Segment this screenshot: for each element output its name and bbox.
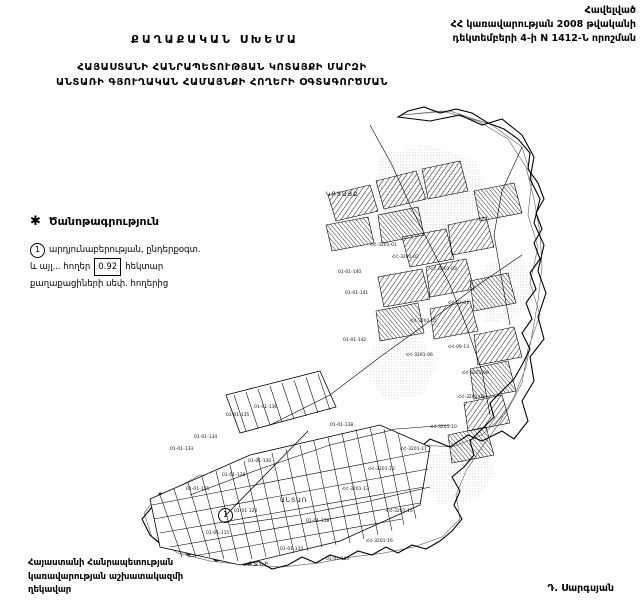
page-title: ՔԱՂԱՔԱԿԱՆ ՍԽԵՄԱ <box>131 33 299 46</box>
map-label: ՀՀ-3201-10 <box>430 425 457 430</box>
page-subtitle-line-2: ԱՆՏԱՌԻ ԳՅՈՒՂԱԿԱՆ ՀԱՄԱՅՆՔԻ ՀՈՂԵՐԻ ՕԳՏԱԳՈՐԾՄԱՆ <box>55 77 389 88</box>
signature-left-line-2: կառավարության աշխատակազմի <box>28 571 184 582</box>
map-label: 01-01-130 <box>248 459 272 464</box>
signature-name: Դ. Սարգսյան <box>547 583 614 594</box>
map-svg[interactable] <box>130 95 630 575</box>
map-label: ՀՀ-3201-05 <box>410 319 437 324</box>
map-label: ՀՀ-09-13 <box>448 345 470 350</box>
page-subtitle-line-1: ՀԱՅԱՍՏԱՆԻ ՀԱՆՐԱՊԵՏՈՒԹՅԱՆ ԿՈՏԱՅՔԻ ՄԱՐԶԻ <box>77 62 367 73</box>
map-label: 01-01-133 <box>170 447 194 452</box>
signature-block-left <box>28 557 183 598</box>
map-label: 01-01-134 <box>194 435 218 440</box>
map-label: ՀՀ-3201-08 <box>462 371 489 376</box>
map-label: 01-01-140 <box>338 270 362 275</box>
signature-left-line-3: ղեկավար <box>28 585 72 596</box>
legend-text-line-2-prefix: և այլ... հողեր <box>30 262 91 273</box>
map-label: ՀՀ-02-01 <box>448 301 470 306</box>
map-label: 01-01-136 <box>254 405 278 410</box>
legend-text-line-1: արդյունաբերության, ընդերքօգտ. <box>49 245 201 255</box>
approval-line-2: ՀՀ կառավարության 2008 թվականի <box>450 18 636 30</box>
map-label: ՀՀ-3201-13 <box>342 487 369 492</box>
terrain-patch-center <box>366 335 438 401</box>
approval-block <box>451 4 636 45</box>
map-label: 01-01-128 <box>222 473 246 478</box>
map-pointer-marker[interactable]: 1 <box>218 508 233 523</box>
map-label: 01-01-135 <box>226 413 250 418</box>
signature-left-line-1: Հայաստանի Հանրապետության <box>28 558 174 569</box>
map-label: ԿՈՏԱՅՔ <box>326 191 359 198</box>
map-label: 01-01-125 <box>186 487 210 492</box>
map-label: ՀՀ-3201-12 <box>368 467 395 472</box>
map-label: ՀՀ-3201-16 <box>366 539 393 544</box>
legend-marker-circle: 1 <box>30 243 45 258</box>
map-label: 01-01-120 <box>234 509 258 514</box>
map-label: ՀՀ-3201-09 <box>458 395 485 400</box>
map-label: ՀՀ-3201-03 <box>430 267 457 272</box>
map-label: ԲՋՆԻ <box>248 561 270 568</box>
approval-line-1: Հավելված <box>584 5 636 16</box>
map-label: 01-01-142 <box>343 338 367 343</box>
legend-title-label: Ծանոթագրություն <box>48 215 159 228</box>
map-label: 01-01-115 <box>206 531 230 536</box>
map-label: 01-01-105 <box>326 557 350 562</box>
map-label: ՀՀ-3201-01 <box>370 243 397 248</box>
legend-text-line-3: քաղաքացիների սեփ. հողերից <box>30 279 169 290</box>
legend-text-line-2-suffix: հեկտար <box>125 262 164 273</box>
map-label: 01-01-141 <box>345 291 369 296</box>
page-subtitle <box>0 60 444 90</box>
approval-line-3: դեկտեմբերի 4-ի N 1412-Ն որոշման <box>452 32 636 44</box>
map-label: ՀՀ-3201-15 <box>386 509 413 514</box>
legend-area-value: 0.92 <box>94 258 121 276</box>
map-canvas[interactable] <box>130 95 630 575</box>
map-label: ՀՀ-3201-06 <box>406 353 433 358</box>
asterisk-icon: ✱ <box>30 214 41 229</box>
map-label: 01-01-118 <box>306 519 330 524</box>
map-label: ՀՀ-3201-02 <box>392 255 419 260</box>
map-label: 01-01-138 <box>330 423 354 428</box>
map-label: 01-01-110 <box>280 547 304 552</box>
map-label: ԱՆՏԱՌ <box>280 497 308 504</box>
map-label: ՀՀ-3201-11 <box>400 447 427 452</box>
parcel-strip-block <box>226 371 336 433</box>
